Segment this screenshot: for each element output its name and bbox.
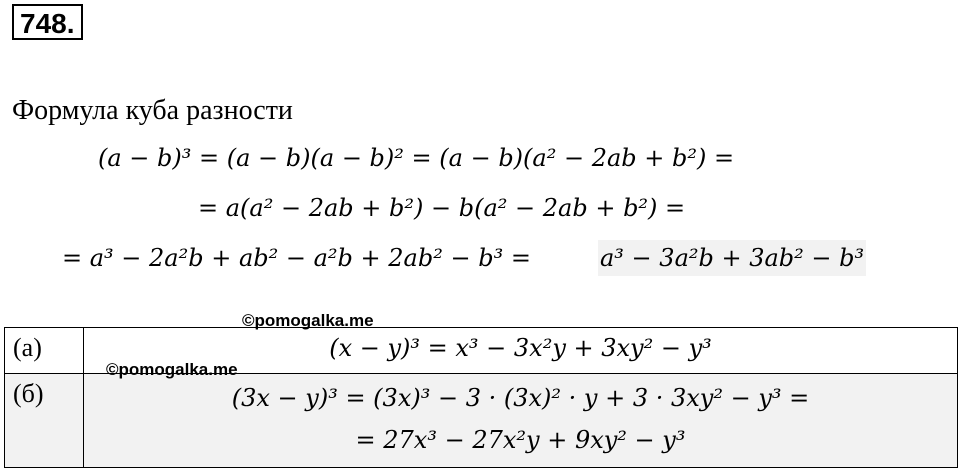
formula-line-3: = a³ − 2a²b + ab² − a²b + 2ab² − b³ = [62,244,531,272]
answer-label-a: (а) [5,328,84,374]
formula-line-1: (a − b)³ = (a − b)(a − b)² = (a − b)(a² − 2ab + b²) = [98,144,735,172]
formula-result-highlight: a³ − 3a²b + 3ab² − b³ [598,240,866,276]
watermark-table: ©pomogalka.me [106,360,238,379]
answer-row-b [5,374,958,468]
answer-b-line-1: (3x − y)³ = (3x)³ − 3 · (3x)² · y + 3 · 3xy² − y³ = [231,384,810,412]
watermark-top: ©pomogalka.me [242,311,374,330]
formula-line-2: = a(a² − 2ab + b²) − b(a² − 2ab + b²) = [198,194,686,222]
answer-table [4,327,958,468]
problem-number: 748. [12,4,83,40]
answer-content-b [84,374,958,468]
answer-a-line-1: (x − y)³ = x³ − 3x²y + 3xy² − y³ [329,334,712,362]
section-heading: Формула куба разности [12,95,293,126]
answer-label-b: (б) [5,374,84,468]
answer-b-line-2: = 27x³ − 27x²y + 9xy² − y³ [355,426,686,454]
